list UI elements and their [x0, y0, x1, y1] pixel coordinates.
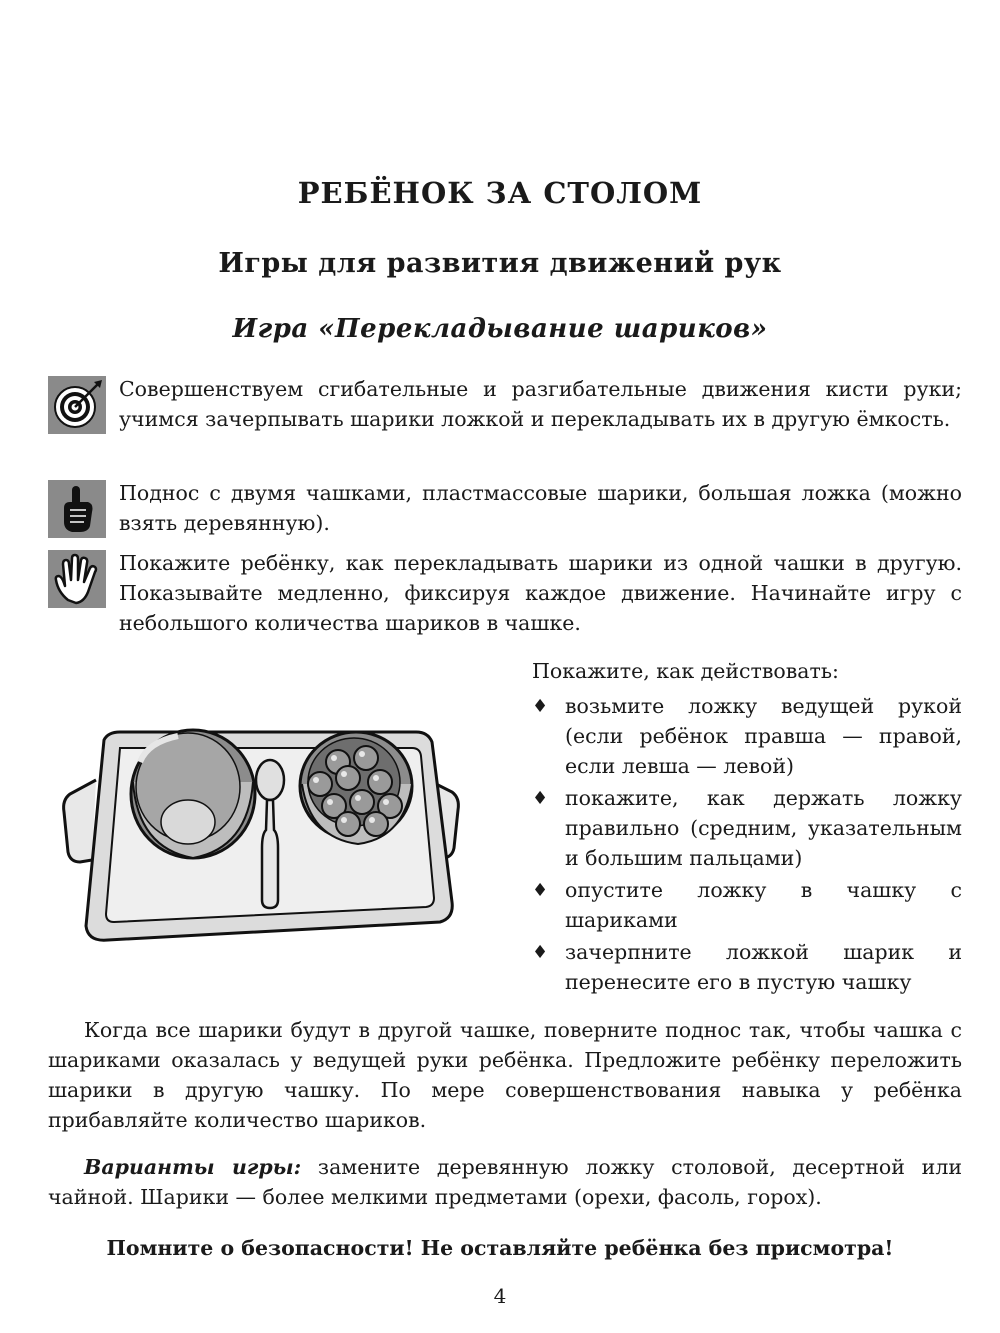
page-number: 4	[493, 1284, 507, 1308]
target-icon	[48, 376, 106, 434]
goal-block	[48, 374, 962, 434]
game-title: Игра «Перекладывание шариков»	[232, 314, 768, 344]
step-text: возьмите ложку ведущей рукой (если ребёнок правша — правой, если левша — левой)	[565, 694, 962, 778]
step-text: покажите, как держать ложку правильно (средним, указательным и большим пальцами)	[565, 786, 962, 870]
variants-paragraph	[48, 1152, 962, 1212]
instructions-intro: Покажите, как действовать:	[532, 659, 839, 683]
page-title: РЕБЁНОК ЗА СТОЛОМ	[297, 176, 703, 210]
instructions-list	[532, 656, 962, 999]
list-item	[532, 937, 962, 997]
variants-label: Варианты игры:	[84, 1155, 302, 1179]
diamond-bullet-icon: ♦	[532, 880, 549, 901]
step-text: зачерпните ложкой шарик и перенесите его в пустую чашку	[565, 940, 962, 994]
section-subtitle: Игры для развития движений рук	[218, 248, 782, 279]
list-item	[532, 783, 962, 873]
step-text: опустите ложку в чашку с шариками	[565, 878, 962, 932]
safety-warning: Помните о безопасности! Не оставляйте ребёнка без присмотра!	[106, 1236, 894, 1260]
pointing-finger-icon	[48, 480, 106, 538]
tray-with-bowls-and-spoon-illustration	[48, 722, 468, 956]
demonstration-block	[48, 548, 962, 638]
diamond-bullet-icon: ♦	[532, 696, 549, 717]
diamond-bullet-icon: ♦	[532, 942, 549, 963]
list-item	[532, 691, 962, 781]
diamond-bullet-icon: ♦	[532, 788, 549, 809]
goal-text: Совершенствуем сгибательные и разгибательные движения кисти руки; учимся зачерпывать шарики ложкой и перекладывать их в другую ёмкость.	[119, 377, 962, 431]
open-hand-icon	[48, 550, 106, 608]
demonstration-text: Покажите ребёнку, как перекладывать шарики из одной чашки в другую. Показывайте медленно, фиксируя каждое движение. Начинайте игру с небольшого количества шариков в чашке.	[119, 551, 962, 635]
materials-block	[48, 478, 962, 538]
variants-text: замените деревянную ложку столовой, десертной или чайной. Шарики — более мелкими предметами (орехи, фасоль, горох).	[48, 1155, 962, 1209]
materials-text: Поднос с двумя чашками, пластмассовые шарики, большая ложка (можно взять деревянную).	[119, 481, 962, 535]
list-item	[532, 875, 962, 935]
body-paragraph: Когда все шарики будут в другой чашке, поверните поднос так, чтобы чашка с шариками оказалась у ведущей руки ребёнка. Предложите ребёнку переложить шарики в другую чашку. По мере совершенствования навыка у ребёнка прибавляйте количество шариков.	[48, 1018, 962, 1132]
